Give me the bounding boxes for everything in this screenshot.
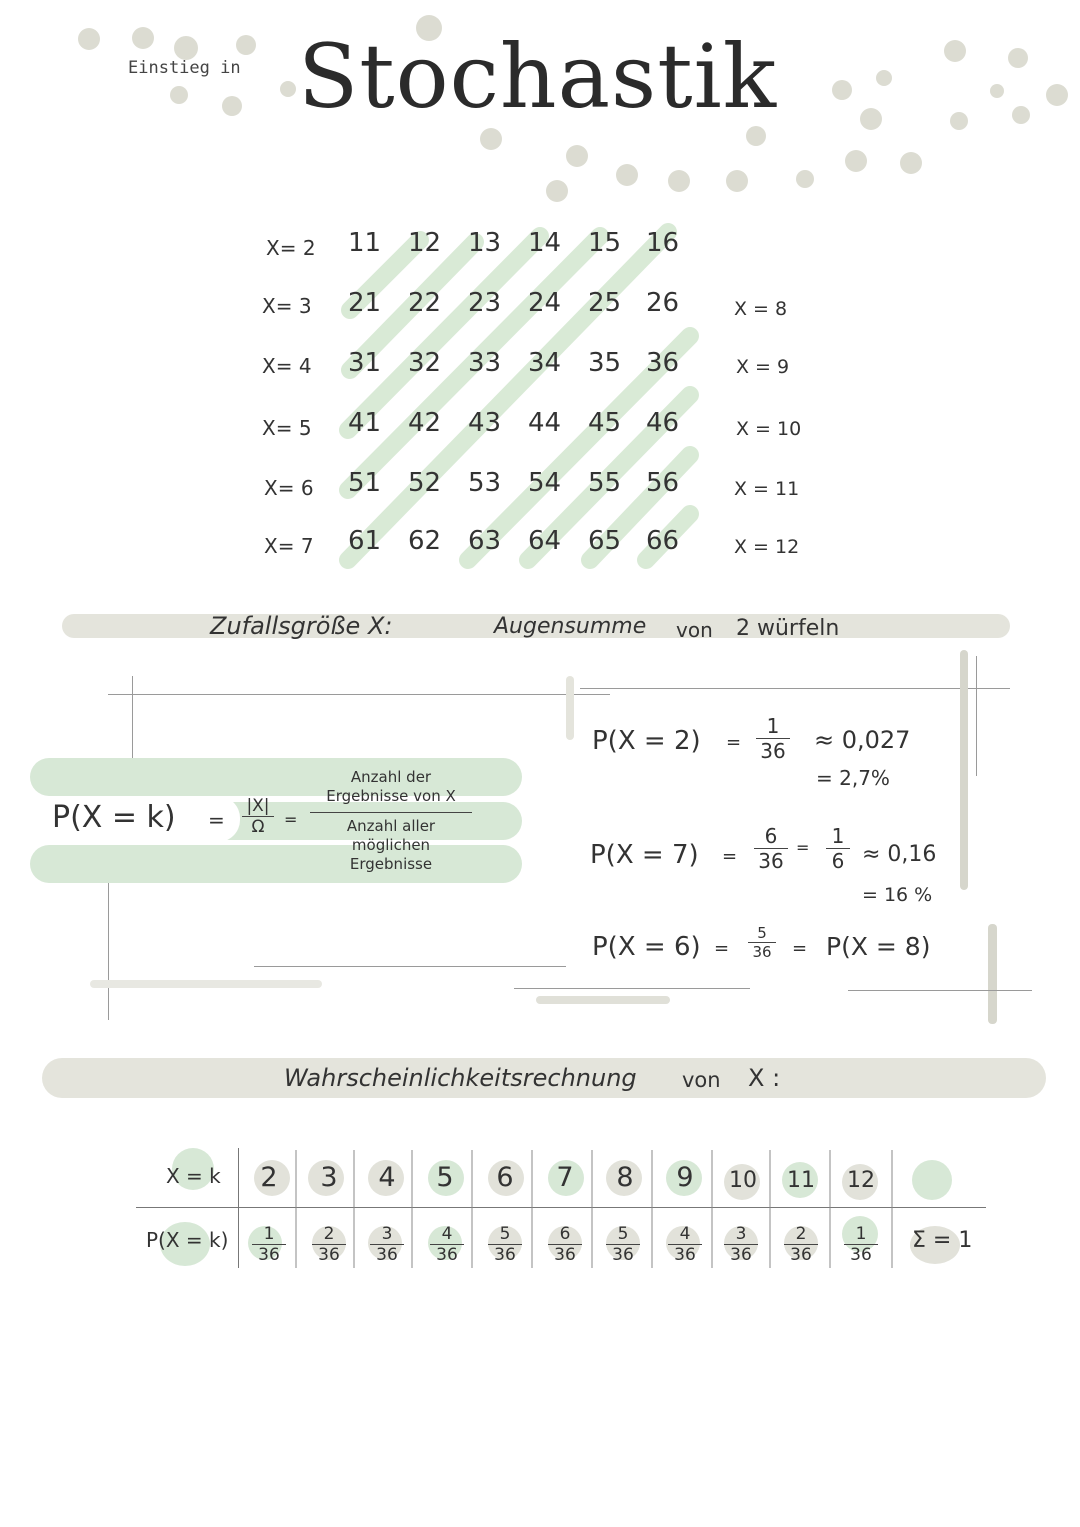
table-k: 6 <box>496 1162 514 1193</box>
page-title: Stochastik <box>298 25 778 128</box>
grid-left-label: X= 4 <box>262 354 312 378</box>
table-k: 11 <box>787 1168 815 1193</box>
example2-num2: 1 <box>826 824 850 849</box>
formula-den-line1: Anzahl aller <box>346 817 436 835</box>
grid-cell: 52 <box>408 468 442 498</box>
example3-rhs: P(X = 8) <box>826 932 931 961</box>
grid-cell: 65 <box>588 526 622 556</box>
table-p-num: 1 <box>252 1224 286 1245</box>
table-p-num: 5 <box>488 1224 522 1245</box>
example2-num: 6 <box>754 824 788 849</box>
grid-cell: 14 <box>528 228 562 258</box>
table-k: 10 <box>729 1168 757 1193</box>
distribution-heading: Wahrscheinlichkeitsrechnung <box>284 1064 637 1092</box>
grid-right-label: X = 11 <box>734 478 800 500</box>
grid-cell: 21 <box>348 288 382 318</box>
example2-den: 36 <box>758 849 784 873</box>
grid-right-label: X = 8 <box>734 298 788 320</box>
table-p-num: 3 <box>724 1224 758 1245</box>
table-p-den: 36 <box>318 1245 340 1265</box>
example3-num: 5 <box>748 924 776 943</box>
table-p-den: 36 <box>494 1245 516 1265</box>
grid-right-label: X = 10 <box>736 418 802 440</box>
grid-right-label: X = 9 <box>736 356 790 378</box>
example2-approx: ≈ 0,16 <box>862 842 937 867</box>
grid-cell: 45 <box>588 408 622 438</box>
table-p-num: 1 <box>844 1224 878 1245</box>
random-variable-label: Zufallsgröße X: <box>210 612 393 640</box>
grid-cell: 11 <box>348 228 382 258</box>
grid-cell: 55 <box>588 468 622 498</box>
distribution-von: von <box>682 1068 721 1092</box>
grid-right-label: X = 12 <box>734 536 800 558</box>
example1-lhs: P(X = 2) <box>592 726 701 756</box>
example2-eq2: = <box>796 838 810 857</box>
grid-cell: 64 <box>528 526 562 556</box>
grid-cell: 13 <box>468 228 502 258</box>
example1-den: 36 <box>760 739 786 763</box>
table-p-den: 36 <box>730 1245 752 1265</box>
grid-cell: 34 <box>528 348 562 378</box>
table-p-den: 36 <box>612 1245 634 1265</box>
distribution-var: X : <box>748 1064 781 1092</box>
grid-left-label: X= 5 <box>262 416 312 440</box>
table-p-den: 36 <box>376 1245 398 1265</box>
formula-num-line1: Anzahl der <box>350 768 432 786</box>
table-p-num: 4 <box>668 1224 702 1245</box>
example1-num: 1 <box>756 714 790 739</box>
table-k: 12 <box>847 1168 875 1193</box>
table-p-den: 36 <box>258 1245 280 1265</box>
table-k: 7 <box>556 1162 574 1193</box>
grid-cell: 24 <box>528 288 562 318</box>
table-row2-label: P(X = k) <box>146 1228 229 1252</box>
example3-den: 36 <box>752 943 772 961</box>
table-k: 8 <box>616 1162 634 1193</box>
grid-left-label: X= 2 <box>266 236 316 260</box>
grid-cell: 41 <box>348 408 382 438</box>
grid-cell: 54 <box>528 468 562 498</box>
formula-lhs: P(X = k) <box>52 800 176 835</box>
grid-cell: 22 <box>408 288 442 318</box>
formula-frac-num: |X| <box>242 796 274 817</box>
grid-cell: 23 <box>468 288 502 318</box>
table-p-num: 3 <box>370 1224 404 1245</box>
table-k: 9 <box>676 1162 694 1193</box>
table-p-num: 5 <box>606 1224 640 1245</box>
grid-cell: 12 <box>408 228 442 258</box>
table-k: 2 <box>260 1162 278 1193</box>
example3-lhs: P(X = 6) <box>592 932 701 962</box>
example2-pct: = 16 % <box>862 884 933 906</box>
random-variable-von: von <box>676 618 713 642</box>
grid-cell: 63 <box>468 526 502 556</box>
grid-cell: 33 <box>468 348 502 378</box>
grid-cell: 42 <box>408 408 442 438</box>
grid-cell: 46 <box>646 408 680 438</box>
grid-cell: 44 <box>528 408 562 438</box>
table-row1-label: X = k <box>166 1164 221 1188</box>
example3-eq2: = <box>792 938 808 959</box>
grid-cell: 35 <box>588 348 622 378</box>
table-p-den: 36 <box>436 1245 458 1265</box>
table-p-den: 36 <box>554 1245 576 1265</box>
table-p-num: 2 <box>784 1224 818 1245</box>
example3-eq: = <box>714 938 730 959</box>
header-prefix: Einstieg in <box>128 58 241 78</box>
example1-pct: = 2,7% <box>816 766 890 790</box>
example1-approx: ≈ 0,027 <box>814 726 911 754</box>
formula-den-line2: möglichen Ergebnisse <box>349 836 433 873</box>
grid-cell: 53 <box>468 468 502 498</box>
table-p-num: 2 <box>312 1224 346 1245</box>
grid-cell: 62 <box>408 526 442 556</box>
random-variable-rest: 2 würfeln <box>736 616 840 641</box>
grid-cell: 66 <box>646 526 680 556</box>
table-sum: Σ = 1 <box>912 1228 973 1253</box>
grid-left-label: X= 7 <box>264 534 314 558</box>
formula-frac-den: Ω <box>251 817 265 837</box>
grid-cell: 56 <box>646 468 680 498</box>
formula-eq: = <box>208 808 225 832</box>
example2-lhs: P(X = 7) <box>590 840 699 870</box>
grid-cell: 51 <box>348 468 382 498</box>
grid-cell: 16 <box>646 228 680 258</box>
table-p-num: 6 <box>548 1224 582 1245</box>
grid-cell: 15 <box>588 228 622 258</box>
grid-cell: 43 <box>468 408 502 438</box>
grid-cell: 26 <box>646 288 680 318</box>
table-p-den: 36 <box>850 1245 872 1265</box>
grid-cell: 36 <box>646 348 680 378</box>
grid-cell: 32 <box>408 348 442 378</box>
table-k: 4 <box>378 1162 396 1193</box>
example1-eq: = <box>726 732 742 753</box>
grid-left-label: X= 6 <box>264 476 314 500</box>
formula-num-line2: Ergebnisse von X <box>326 787 456 805</box>
grid-cell: 31 <box>348 348 382 378</box>
table-p-den: 36 <box>790 1245 812 1265</box>
table-p-num: 4 <box>430 1224 464 1245</box>
random-variable-desc: Augensumme <box>494 614 647 639</box>
grid-left-label: X= 3 <box>262 294 312 318</box>
grid-cell: 61 <box>348 526 382 556</box>
formula-eq2: = <box>284 810 298 829</box>
table-k: 3 <box>320 1162 338 1193</box>
table-p-den: 36 <box>674 1245 696 1265</box>
example2-eq: = <box>722 846 738 867</box>
table-k: 5 <box>436 1162 454 1193</box>
grid-cell: 25 <box>588 288 622 318</box>
example2-den2: 6 <box>831 849 845 873</box>
